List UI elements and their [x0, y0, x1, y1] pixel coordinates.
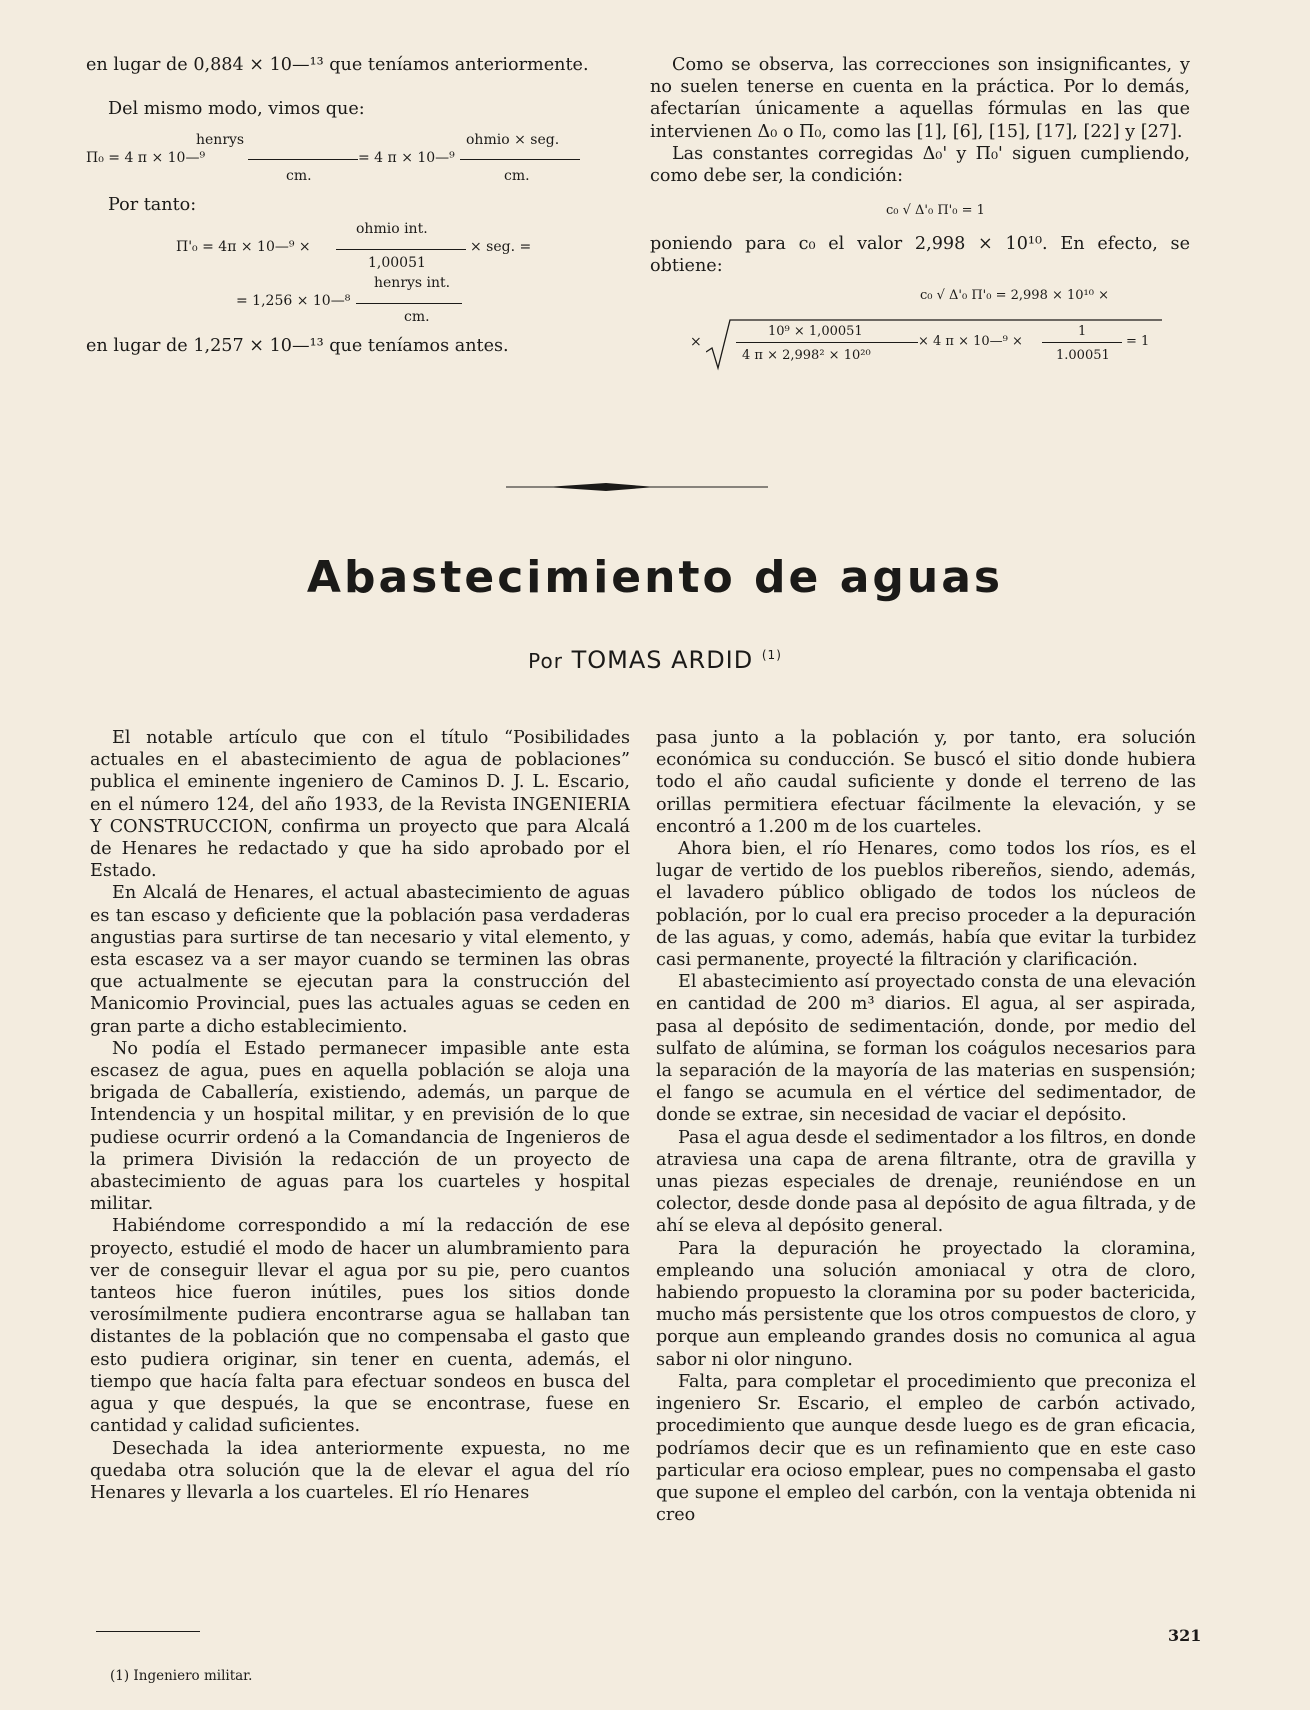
equation-2	[86, 219, 626, 269]
author-name: TOMAS ARDID	[571, 646, 754, 674]
article-byline	[0, 646, 1310, 674]
equation-5	[650, 278, 1190, 312]
author-footnote-marker: (1)	[761, 648, 782, 662]
right-paragraph-4: Pasa el agua desde el sedimentador a los filtros, en donde atraviesa una capa de arena filtrante, otra de gravilla y unas piezas especiales de drenaje, reuniéndose en un colector, desde donde pasa al depósito de agua filtrada, y de ahí se eleva al depósito general.	[656, 1127, 1197, 1237]
eq5-expression: c₀ √ Δ'₀ Π'₀ = 2,998 × 10¹⁰ ×	[920, 287, 1109, 303]
eq1-num1: henrys	[196, 132, 245, 149]
eq6-times: ×	[690, 333, 702, 350]
eq4-expression: c₀ √ Δ'₀ Π'₀ = 1	[886, 203, 985, 219]
equation-1	[86, 128, 626, 186]
eq2-lhs: Π'₀ = 4π × 10—⁹ ×	[176, 238, 311, 255]
eq2-num: ohmio int.	[356, 220, 428, 237]
right-paragraph-3: El abastecimiento así proyectado consta de una elevación en cantidad de 200 m³ diarios. El agua, al ser aspirada, pasa al depósito de sedimentación, donde, por medio del sulfato de alúmina, se forman los coágulos necesarios para la separación de la mayoría de las materias en suspensión; el fango se acumula en el vértice del sedimentador, de donde se extrae, sin necesidad de vaciar el depósito.	[656, 972, 1196, 1126]
eq6-den1: 4 π × 2,998² × 10²⁰	[742, 347, 871, 363]
equation-3	[86, 273, 626, 325]
equation-4	[650, 187, 1190, 233]
page-number: 321	[1168, 1626, 1202, 1645]
footnote: (1) Ingeniero militar.	[110, 1668, 253, 1684]
right-paragraph-5: Para la depuración he proyectado la cloramina, empleando una solución amoniacal y otra de cloro, habiendo propuesto la cloramina por su poder bactericida, mucho más persistente que los otros compuestos de cloro, y porque aun empleando grandes dosis no comunica al agua sabor ni olor ninguno.	[656, 1238, 1196, 1370]
eq1-den1: cm.	[286, 168, 312, 185]
eq2-den: 1,00051	[368, 254, 426, 271]
byline-prefix: Por	[528, 649, 563, 673]
top-right-column	[650, 54, 1190, 370]
eq6-rhs: = 1	[1126, 333, 1150, 349]
left-paragraph-1: El notable artículo que con el título “Posibilidades actuales en el abastecimiento de agua de poblaciones” publica el eminente ingeniero de Caminos D. J. L. Escario, en el número 124, del año 1933, de la Revista INGENIERIA Y CONSTRUCCION, confirma un proyecto que para Alcalá de Henares he redactado y que ha sido aprobado por el Estado.	[90, 728, 630, 882]
top-right-paragraph-2: Las constantes corregidas Δ₀' y Π₀' siguen cumpliendo, como debe ser, la condición:	[650, 143, 1190, 187]
top-left-paragraph-1: en lugar de 0,884 × 10—¹³ que teníamos anteriormente.	[86, 55, 589, 75]
eq1-lhs: Π₀ = 4 π × 10—⁹	[86, 150, 206, 167]
equation-6	[650, 312, 1190, 370]
eq6-mid: × 4 π × 10—⁹ ×	[918, 333, 1023, 349]
eq6-num2: 1	[1078, 323, 1087, 339]
right-paragraph-2: Ahora bien, el río Henares, como todos los ríos, es el lugar de vertido de los pueblos ribereños, siendo, además, el lavadero público obligado de todos los núcleos de población, por lo cual era preciso proceder a la depuración de las aguas, y como, además, había que evitar la turbidez casi permanente, proyecté la filtración y clarificación.	[656, 839, 1196, 971]
article-left-column	[90, 727, 630, 1504]
top-left-column	[86, 54, 626, 357]
top-left-paragraph-4: en lugar de 1,257 × 10—¹³ que teníamos antes.	[86, 335, 509, 356]
top-right-paragraph-1: Como se observa, las correcciones son insignificantes, y no suelen tenerse en cuenta en la práctica. Por lo demás, afectarían únicamente a aquellas fórmulas en las que intervienen Δ₀ o Π₀, como las [1], [6], [15], [17], [22] y [27].	[650, 55, 1190, 142]
eq3-lhs: = 1,256 × 10—⁸	[236, 292, 351, 309]
article-title: Abastecimiento de aguas	[306, 552, 1004, 603]
left-paragraph-4: Habiéndome correspondido a mí la redacción de ese proyecto, estudié el modo de hacer un alumbramiento para ver de conseguir llevar el agua por su pie, pero cuantos tanteos hice fueron inútiles, pues los sitios donde verosímilmente pudiera encontrarse agua se hallaban tan distantes de la población que no compensaba el gasto que esto pudiera originar, sin tener en cuenta, además, el tiempo que hacía falta para efectuar sondeos en busca del agua y que después, la que se encontrase, fuese en cantidad y calidad suficientes.	[90, 1216, 630, 1437]
eq6-den2: 1.00051	[1056, 347, 1110, 363]
top-left-paragraph-3: Por tanto:	[108, 195, 197, 216]
right-paragraph-6: Falta, para completar el procedimiento que preconiza el ingeniero Sr. Escario, el empleo de carbón activado, procedimiento que aunque desde luego es de gran eficacia, podríamos decir que es un refinamiento que en este caso particular era ocioso emplear, pues no compensaba el gasto que supone el empleo del carbón, con la ventaja obtenida ni creo	[656, 1371, 1196, 1526]
article-right-column	[656, 727, 1196, 1526]
right-paragraph-1: pasa junto a la población y, por tanto, era solución económica su conducción. Se buscó el sitio donde hubiera todo el año caudal suficiente y donde el terreno de las orillas permitiera efectuar fácilmente la elevación, y se encontró a 1.200 m de los cuarteles.	[656, 728, 1196, 837]
top-left-paragraph-2: Del mismo modo, vimos que:	[108, 99, 365, 120]
footnote-rule	[96, 1631, 200, 1632]
eq6-num1: 10⁹ × 1,00051	[768, 323, 863, 339]
left-paragraph-2: En Alcalá de Henares, el actual abastecimiento de aguas es tan escaso y deficiente que la población pasa verdaderas angustias para surtirse de tan necesario y vital elemento, y esta escasez va a ser mayor cuando se terminen las obras que actualmente se ejecutan para la construcción del Manicomio Provincial, pues las actuales aguas se ceden en gran parte a dicho establecimiento.	[90, 883, 630, 1037]
eq1-den2: cm.	[504, 168, 530, 185]
eq3-den: cm.	[404, 308, 430, 325]
eq2-rhs: × seg. =	[470, 238, 532, 255]
section-divider	[506, 480, 768, 494]
eq1-num2: ohmio × seg.	[466, 132, 560, 149]
eq1-mid: = 4 π × 10—⁹	[358, 150, 455, 167]
top-right-paragraph-3: poniendo para c₀ el valor 2,998 × 10¹⁰. En efecto, se obtiene:	[650, 234, 1190, 277]
eq3-num: henrys int.	[374, 274, 451, 291]
left-paragraph-5: Desechada la idea anteriormente expuesta, no me quedaba otra solución que la de elevar el agua del río Henares y llevarla a los cuarteles. El río Henares	[90, 1438, 630, 1503]
left-paragraph-3: No podía el Estado permanecer impasible ante esta escasez de agua, pues en aquella población se aloja una brigada de Caballería, existiendo, además, un parque de Intendencia y un hospital militar, y en previsión de lo que pudiese ocurrir ordenó a la Comandancia de Ingenieros de la primera División la redacción de un proyecto de abastecimiento de aguas para los cuarteles y hospital militar.	[90, 1038, 630, 1215]
